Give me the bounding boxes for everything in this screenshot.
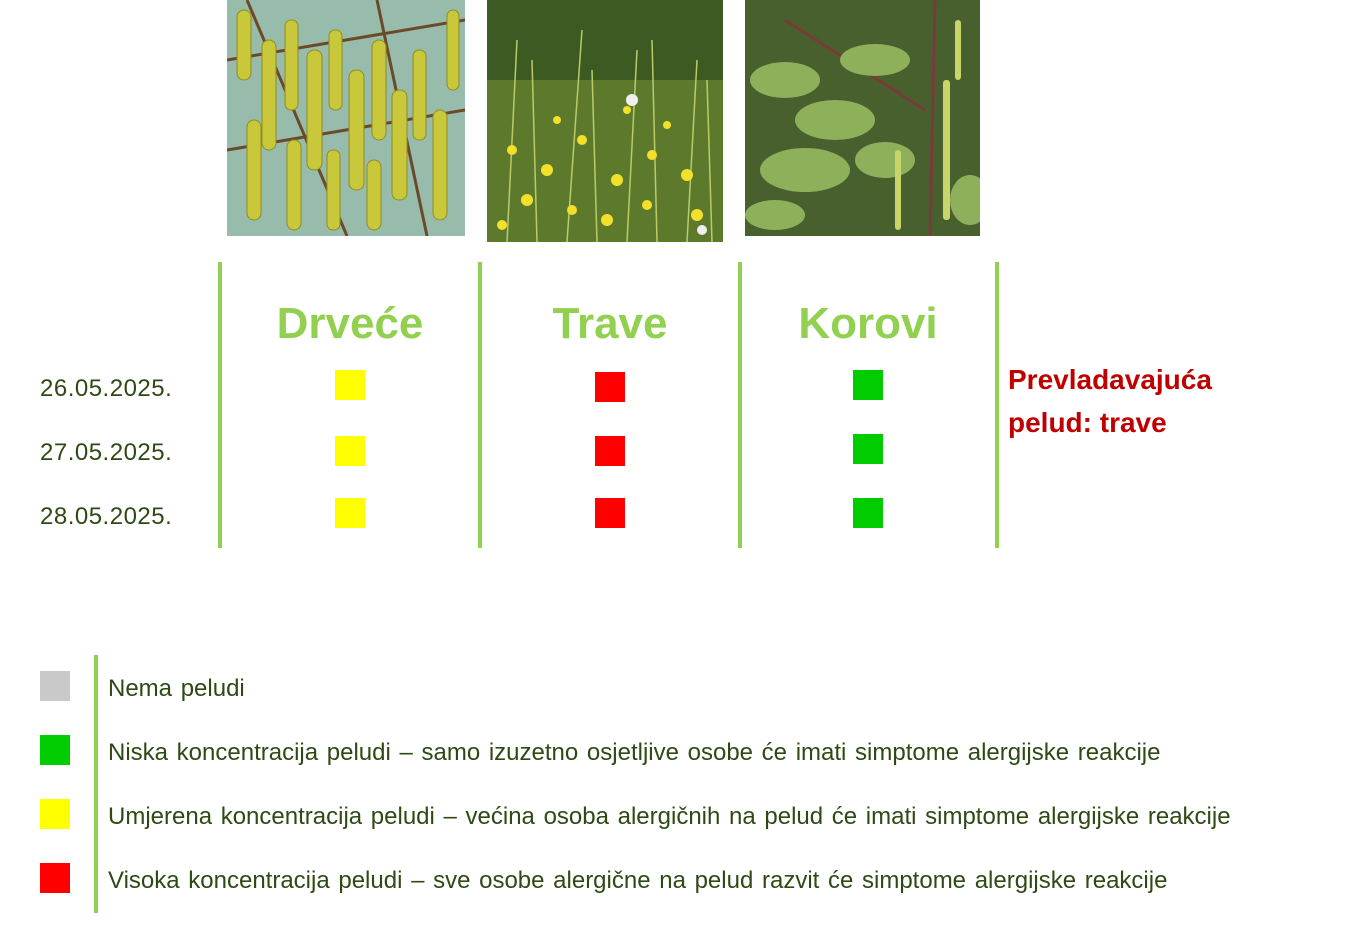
level-square [335, 436, 365, 466]
prevailing-pollen-note [1008, 358, 1328, 444]
legend-text-none: Nema peludi [108, 675, 245, 702]
photo-weeds [745, 0, 980, 236]
column-header-weeds: Korovi [798, 299, 938, 348]
column-divider [995, 262, 999, 548]
column-header-grasses: Trave [552, 299, 668, 348]
legend-swatch-high [40, 863, 70, 893]
level-square [335, 498, 365, 528]
level-square [853, 434, 883, 464]
row-date: 27.05.2025. [40, 439, 173, 466]
level-square [853, 370, 883, 400]
photo-grass [487, 0, 723, 242]
photo-trees [227, 0, 465, 236]
legend-text-high: Visoka koncentracija peludi – sve osobe alergične na pelud razvit će simptome alergijske reakcije [108, 867, 1168, 894]
level-square [595, 436, 625, 466]
column-divider [218, 262, 222, 548]
legend-swatch-moderate [40, 799, 70, 829]
level-square [595, 372, 625, 402]
level-square [853, 498, 883, 528]
column-divider [738, 262, 742, 548]
prevailing-line-2: pelud: trave [1008, 407, 1167, 438]
legend-swatch-none [40, 671, 70, 701]
row-date: 26.05.2025. [40, 375, 173, 402]
column-header-trees: Drveće [276, 299, 424, 348]
level-square [595, 498, 625, 528]
column-divider [478, 262, 482, 548]
legend-divider [94, 655, 98, 913]
legend-text-moderate: Umjerena koncentracija peludi – većina osoba alergičnih na pelud će imati simptome alergijske reakcije [108, 803, 1231, 830]
legend-text-low: Niska koncentracija peludi – samo izuzetno osjetljive osobe će imati simptome alergijske reakcije [108, 739, 1161, 766]
prevailing-line-1: Prevladavajuća [1008, 364, 1212, 395]
legend-swatch-low [40, 735, 70, 765]
level-square [335, 370, 365, 400]
row-date: 28.05.2025. [40, 503, 173, 530]
